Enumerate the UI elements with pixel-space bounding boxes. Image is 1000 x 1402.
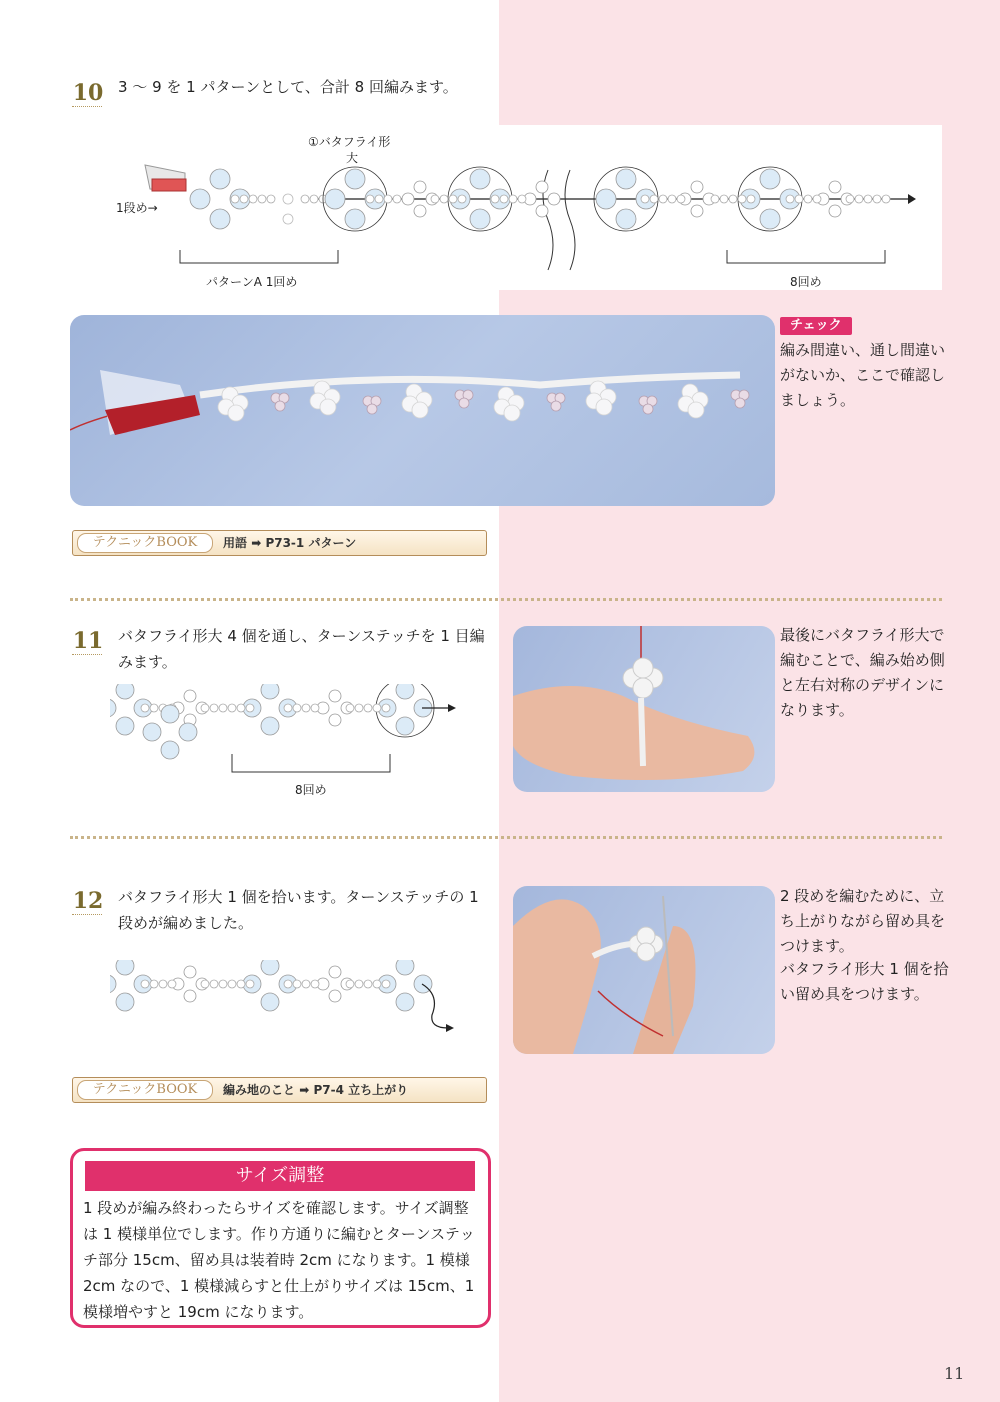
bead — [184, 990, 196, 1002]
bead — [396, 684, 414, 699]
bead — [458, 195, 466, 203]
bead — [384, 195, 392, 203]
bead — [110, 975, 116, 993]
bead — [210, 169, 230, 189]
bead — [150, 980, 158, 988]
bead — [143, 723, 161, 741]
technique-book-label-2: テクニックBOOK — [77, 1080, 213, 1100]
bead — [491, 195, 499, 203]
bead — [375, 195, 383, 203]
bead — [518, 195, 526, 203]
bead — [596, 189, 616, 209]
arrow-right-icon: ➡ — [299, 1083, 314, 1097]
step10-diagram — [70, 125, 942, 290]
bead — [846, 195, 854, 203]
technique-ref-text: 用語 ➡ P73-1 パターン — [223, 536, 357, 550]
bead — [382, 980, 390, 988]
bead — [320, 399, 336, 415]
bead — [643, 404, 653, 414]
bead — [311, 704, 319, 712]
bead — [237, 704, 245, 712]
bead — [412, 402, 428, 418]
bead — [116, 717, 134, 735]
label-row1: 1段め→ — [116, 201, 158, 215]
bead — [504, 405, 520, 421]
section-divider-2 — [70, 836, 942, 839]
bead — [116, 960, 134, 975]
bead — [210, 980, 218, 988]
step11-note: 最後にバタフライ形大で編むことで、編み始め側と左右対称のデザインになります。 — [780, 626, 945, 719]
bead — [367, 404, 377, 414]
step11-photo — [513, 626, 775, 792]
bead — [691, 181, 703, 193]
bead — [258, 195, 266, 203]
bead — [691, 205, 703, 217]
bead — [855, 195, 863, 203]
bead — [829, 181, 841, 193]
technique-book-label: テクニックBOOK — [77, 533, 213, 553]
bead — [345, 209, 365, 229]
bead — [116, 993, 134, 1011]
bead — [311, 980, 319, 988]
bead — [190, 189, 210, 209]
bead — [760, 169, 780, 189]
bead — [668, 195, 676, 203]
size-adjust-body: 1 段めが編み終わったらサイズを確認します。サイズ調整は 1 模様単位でします。作り方通りに編むとターンステッチ部分 15cm、留め具は装着時 2cm になります。1 模様 2cm なので、1 模様減らすと仕上がりサイズは 15cm、1 模様増やすと 19cm になります。 — [83, 1199, 475, 1321]
check-note: 編み間違い、通し間違いがないか、ここで確認しましょう。 — [780, 341, 946, 409]
bead — [760, 209, 780, 229]
bead — [310, 195, 318, 203]
bead — [551, 401, 561, 411]
bead — [747, 195, 755, 203]
bead — [302, 704, 310, 712]
step12-note-2: バタフライ形大 1 個を拾い留め具をつけます。 — [780, 960, 949, 1003]
bead — [329, 714, 341, 726]
bead — [536, 181, 548, 193]
label-butterfly-large: 大 — [346, 151, 359, 165]
bead — [249, 195, 257, 203]
step10-instruction: 3 ～ 9 を 1 パターンとして、合計 8 回編みます。 — [118, 78, 458, 96]
bead — [355, 980, 363, 988]
bead — [345, 169, 365, 189]
bead — [431, 195, 439, 203]
label-8th: 8回め — [790, 275, 822, 289]
bead — [228, 405, 244, 421]
bead — [329, 990, 341, 1002]
bead — [201, 980, 209, 988]
bead — [228, 980, 236, 988]
bead — [373, 704, 381, 712]
bead — [228, 704, 236, 712]
bead — [141, 704, 149, 712]
bead — [720, 195, 728, 203]
bead — [325, 189, 345, 209]
bead — [210, 209, 230, 229]
bead — [284, 704, 292, 712]
bead — [729, 195, 737, 203]
bead — [283, 194, 293, 204]
technique-book-ref-1[interactable] — [72, 530, 487, 556]
bead — [161, 705, 179, 723]
label-8th-step11: 8回め — [295, 783, 327, 797]
step11-instruction: バタフライ形大 4 個を通し、ターンステッチを 1 目編みます。 — [118, 627, 485, 671]
bead — [414, 205, 426, 217]
bead — [141, 980, 149, 988]
bead — [459, 398, 469, 408]
bead — [449, 195, 457, 203]
bead — [179, 723, 197, 741]
bead — [293, 980, 301, 988]
bead — [161, 741, 179, 759]
bead — [210, 704, 218, 712]
bead — [246, 980, 254, 988]
step-number-12: 12 — [70, 886, 106, 922]
bead — [219, 704, 227, 712]
bead — [396, 960, 414, 975]
bead — [616, 209, 636, 229]
bead — [795, 195, 803, 203]
bead — [261, 993, 279, 1011]
bead — [509, 195, 517, 203]
bead — [873, 195, 881, 203]
bead — [470, 209, 490, 229]
arrow-right-icon: ➡ — [251, 536, 266, 550]
bead — [261, 684, 279, 699]
bead — [110, 699, 116, 717]
bead — [688, 402, 704, 418]
bead — [267, 195, 275, 203]
bead — [396, 993, 414, 1011]
size-adjust-title: サイズ調整 — [85, 1161, 475, 1191]
step-number-11: 11 — [70, 626, 106, 662]
bead — [396, 717, 414, 735]
bead — [284, 980, 292, 988]
bead — [364, 704, 372, 712]
bead — [275, 401, 285, 411]
bead — [231, 195, 239, 203]
bead — [184, 690, 196, 702]
bead — [355, 704, 363, 712]
bead — [735, 398, 745, 408]
bead — [116, 684, 134, 699]
label-butterfly: ①バタフライ形 — [308, 135, 391, 149]
bead — [159, 980, 167, 988]
step12-diagram — [110, 960, 470, 1050]
bead — [302, 980, 310, 988]
bead — [382, 704, 390, 712]
size-adjust-box — [70, 1148, 491, 1328]
bead — [237, 980, 245, 988]
step11-diagram — [110, 684, 470, 804]
bead — [677, 195, 685, 203]
bead — [829, 205, 841, 217]
bead — [184, 966, 196, 978]
bead — [366, 195, 374, 203]
bead — [373, 980, 381, 988]
bead — [346, 980, 354, 988]
bead — [168, 980, 176, 988]
bead — [470, 169, 490, 189]
bead — [650, 195, 658, 203]
step12-note-1: 2 段めを編むために、立ち上がりながら留め具をつけます。 — [780, 887, 946, 955]
step-number-10: 10 — [70, 78, 106, 114]
bead — [864, 195, 872, 203]
bead — [201, 704, 209, 712]
page-number: 11 — [944, 1364, 965, 1383]
bead — [293, 704, 301, 712]
bead — [402, 193, 414, 205]
step12-photo — [513, 886, 775, 1054]
bead — [150, 704, 158, 712]
step12-instruction: バタフライ形大 1 個を拾います。ターンステッチの 1 段めが編めました。 — [118, 888, 479, 932]
bead — [393, 195, 401, 203]
clip-icon — [145, 165, 186, 191]
bead — [596, 399, 612, 415]
bead — [548, 193, 560, 205]
bead — [301, 195, 309, 203]
label-pattern-a: パターンA 1回め — [206, 275, 298, 289]
bead — [283, 214, 293, 224]
bead — [738, 195, 746, 203]
bead — [786, 195, 794, 203]
bead — [804, 195, 812, 203]
bead — [246, 704, 254, 712]
bead — [536, 205, 548, 217]
bead — [440, 195, 448, 203]
bead — [616, 169, 636, 189]
check-badge: チェック — [780, 317, 852, 335]
bead — [219, 980, 227, 988]
bracelet-photo — [70, 315, 775, 506]
bead — [500, 195, 508, 203]
bead — [346, 704, 354, 712]
bead — [261, 717, 279, 735]
bead — [711, 195, 719, 203]
bead — [329, 690, 341, 702]
bead — [659, 195, 667, 203]
bead — [641, 195, 649, 203]
technique-ref-text-2: 編み地のこと ➡ P7-4 立ち上がり — [223, 1083, 409, 1097]
technique-book-ref-2[interactable] — [72, 1077, 487, 1103]
bead — [882, 195, 890, 203]
bead — [240, 195, 248, 203]
bead — [329, 966, 341, 978]
bead — [813, 195, 821, 203]
bead — [261, 960, 279, 975]
section-divider — [70, 598, 942, 601]
bead — [414, 181, 426, 193]
bead — [364, 980, 372, 988]
